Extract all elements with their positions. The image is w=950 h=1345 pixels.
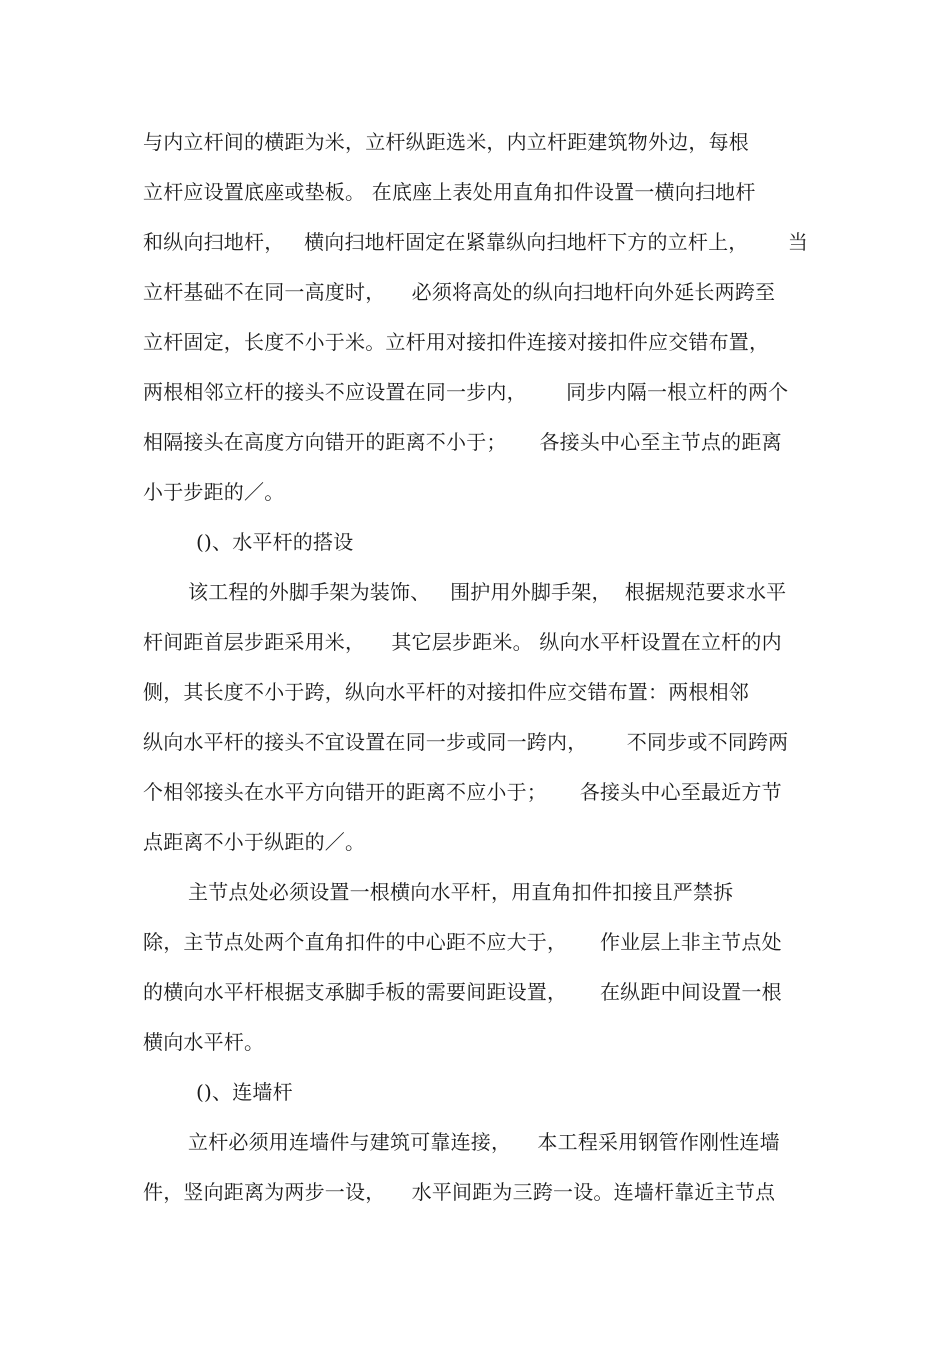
paragraph-line: 立杆必须用连墙件与建筑可靠连接， 本工程采用钢管作刚性连墙 [188, 1130, 780, 1154]
paragraph-line: 立杆基础不在同一高度时， 必须将高处的纵向扫地杆向外延长两跨至 [143, 280, 776, 304]
paragraph-line: 纵向水平杆的接头不宜设置在同一步或同一跨内， 不同步或不同跨两 [143, 730, 789, 754]
paragraph-line: 与内立杆间的横距为米，立杆纵距选米，内立杆距建筑物外边，每根 [143, 130, 749, 154]
paragraph-line: 主节点处必须设置一根横向水平杆，用直角扣件扣接且严禁拆 [188, 880, 734, 904]
section-heading-horizontal-bar: ()、水平杆的搭设 [196, 530, 354, 554]
paragraph-line: 和纵向扫地杆， 横向扫地杆固定在紧靠纵向扫地杆下方的立杆上， 当 [143, 230, 809, 254]
paragraph-line: 该工程的外脚手架为装饰、 围护用外脚手架， 根据规范要求水平 [188, 580, 787, 604]
paragraph-line: 个相邻接头在水平方向错开的距离不应小于； 各接头中心至最近方节 [143, 780, 782, 804]
paragraph-line: 两根相邻立杆的接头不应设置在同一步内， 同步内隔一根立杆的两个 [143, 380, 789, 404]
paragraph-line: 相隔接头在高度方向错开的距离不小于； 各接头中心至主节点的距离 [143, 430, 782, 454]
paragraph-line: 小于步距的／。 [143, 480, 285, 504]
paragraph-line: 横向水平杆。 [143, 1030, 265, 1054]
paragraph-line: 的横向水平杆根据支承脚手板的需要间距设置， 在纵距中间设置一根 [143, 980, 782, 1004]
paragraph-line: 件，竖向距离为两步一设， 水平间距为三跨一设。连墙杆靠近主节点 [143, 1180, 776, 1204]
paragraph-line: 杆间距首层步距采用米， 其它层步距米。 纵向水平杆设置在立杆的内 [143, 630, 782, 654]
paragraph-line: 侧，其长度不小于跨，纵向水平杆的对接扣件应交错布置：两根相邻 [143, 680, 749, 704]
paragraph-line: 立杆应设置底座或垫板。 在底座上表处用直角扣件设置一横向扫地杆 [143, 180, 756, 204]
paragraph-line: 点距离不小于纵距的／。 [143, 830, 366, 854]
paragraph-line: 立杆固定，长度不小于米。立杆用对接扣件连接对接扣件应交错布置， [143, 330, 770, 354]
paragraph-line: 除，主节点处两个直角扣件的中心距不应大于， 作业层上非主节点处 [143, 930, 782, 954]
section-heading-wall-tie: ()、连墙杆 [196, 1080, 293, 1104]
